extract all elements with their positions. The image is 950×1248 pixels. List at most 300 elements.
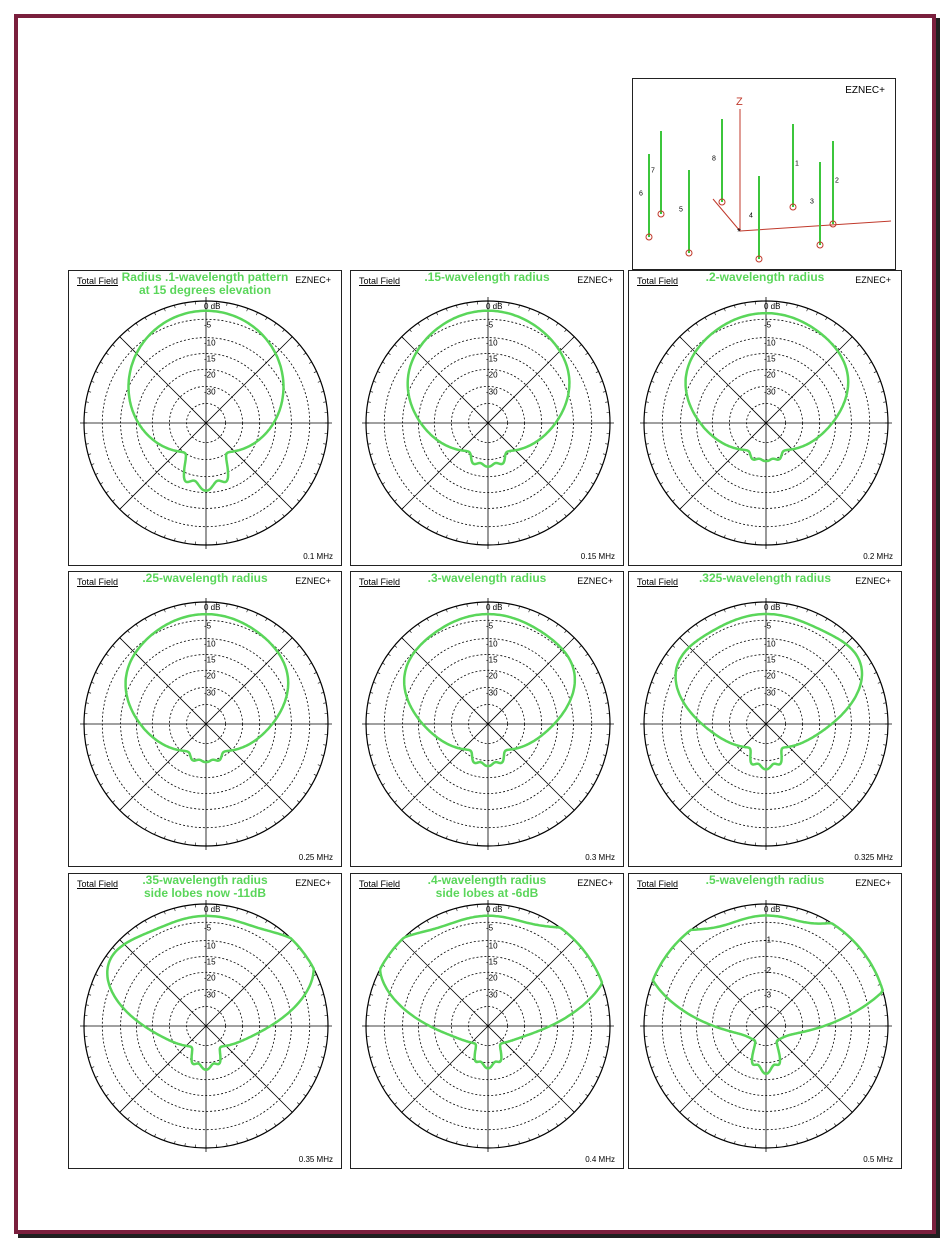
- ring-tick: [145, 618, 147, 621]
- ring-tick: [673, 646, 675, 648]
- ring-tick: [591, 1086, 594, 1088]
- db-scale-label: 0 dB: [764, 603, 781, 612]
- db-scale-label: -20: [204, 671, 216, 681]
- ring-tick: [377, 774, 380, 775]
- ring-tick: [850, 507, 852, 509]
- caption-line: .4-wavelength radius: [427, 873, 547, 887]
- ring-tick: [290, 507, 292, 509]
- element-number: 8: [712, 155, 716, 163]
- ring-tick: [591, 483, 594, 485]
- db-scale-label: 0 dB: [486, 905, 503, 914]
- ring-tick: [564, 631, 566, 633]
- db-scale-label: -5: [486, 320, 494, 330]
- element-number: 7: [651, 167, 655, 175]
- ring-tick: [297, 1102, 299, 1104]
- db-scale-label: -10: [486, 941, 498, 951]
- ring-tick: [395, 345, 397, 347]
- ring-tick: [869, 362, 872, 364]
- ring-tick: [688, 514, 690, 516]
- element-number: 5: [679, 206, 683, 214]
- ring-tick: [874, 1076, 877, 1077]
- ring-tick: [100, 784, 103, 786]
- ring-tick: [874, 473, 877, 474]
- ring-tick: [548, 317, 550, 320]
- ring-tick: [842, 514, 844, 516]
- ring-tick: [395, 800, 397, 802]
- ring-tick: [95, 974, 98, 975]
- ring-tick: [145, 920, 147, 923]
- ring-tick: [666, 1094, 668, 1096]
- db-scale-label: -30: [204, 990, 216, 1000]
- db-scale-label: -5: [486, 923, 494, 933]
- ring-tick: [388, 792, 390, 794]
- db-scale-label: -5: [204, 923, 212, 933]
- frequency-label: 0.4 MHz: [585, 1155, 615, 1164]
- db-scale-label: -5: [764, 320, 772, 330]
- geometry-brand: EZNEC+: [845, 85, 885, 96]
- ring-tick: [282, 815, 284, 817]
- ring-tick: [548, 920, 550, 923]
- ring-tick: [145, 526, 147, 529]
- ring-tick: [154, 613, 155, 616]
- ring-tick: [579, 646, 581, 648]
- ring-tick: [377, 1076, 380, 1077]
- origin-mark: *: [737, 227, 741, 238]
- db-scale-label: -15: [204, 655, 216, 665]
- plot-caption: [109, 572, 301, 585]
- ring-tick: [128, 1117, 130, 1119]
- db-scale-label: -20: [204, 973, 216, 983]
- frequency-label: 0.2 MHz: [863, 552, 893, 561]
- ring-tick: [572, 337, 574, 339]
- ring-tick: [591, 362, 594, 364]
- ring-tick: [136, 624, 138, 626]
- ring-tick: [274, 323, 276, 325]
- ring-tick: [548, 827, 550, 830]
- ring-tick: [136, 926, 138, 928]
- ring-tick: [128, 933, 130, 935]
- ring-tick: [266, 1129, 268, 1132]
- ring-tick: [869, 663, 872, 665]
- ring-tick: [842, 631, 844, 633]
- ring-tick: [673, 800, 675, 802]
- ring-tick: [436, 531, 437, 534]
- z-axis-label: Z: [736, 96, 743, 108]
- ring-tick: [128, 514, 130, 516]
- ring-tick: [688, 330, 690, 332]
- ring-tick: [660, 483, 663, 485]
- caption-line: side lobes at -6dB: [435, 886, 539, 900]
- ring-tick: [826, 1129, 828, 1132]
- ring-tick: [705, 526, 707, 529]
- ring-tick: [842, 815, 844, 817]
- db-scale-label: -10: [204, 941, 216, 951]
- db-scale-label: -10: [764, 338, 776, 348]
- ring-tick: [850, 638, 852, 640]
- ring-tick: [564, 514, 566, 516]
- ring-tick: [714, 613, 715, 616]
- ring-tick: [120, 507, 122, 509]
- ring-tick: [266, 618, 268, 621]
- caption-line: Radius .1-wavelength pattern: [121, 270, 289, 284]
- ring-tick: [303, 792, 305, 794]
- ring-tick: [256, 531, 257, 534]
- ring-tick: [826, 827, 828, 830]
- caption-line: .3-wavelength radius: [427, 571, 547, 585]
- polar-chart: [629, 271, 901, 565]
- ring-tick: [696, 520, 698, 522]
- ring-tick: [113, 646, 115, 648]
- polar-plot-panel: [628, 571, 902, 867]
- ring-tick: [95, 774, 98, 775]
- ring-tick: [297, 646, 299, 648]
- ring-tick: [100, 965, 103, 967]
- ring-tick: [696, 926, 698, 928]
- ring-tick: [282, 1117, 284, 1119]
- ring-tick: [863, 792, 865, 794]
- ring-tick: [564, 815, 566, 817]
- eznec-brand: EZNEC+: [577, 275, 613, 285]
- ring-tick: [834, 520, 836, 522]
- ring-tick: [538, 915, 539, 918]
- total-field-label: Total Field: [637, 577, 679, 587]
- eznec-brand: EZNEC+: [855, 576, 891, 586]
- db-scale-label: -20: [486, 973, 498, 983]
- ring-tick: [564, 330, 566, 332]
- ring-tick: [863, 654, 865, 656]
- ring-tick: [869, 483, 872, 485]
- eznec-brand: EZNEC+: [577, 878, 613, 888]
- ring-tick: [266, 920, 268, 923]
- ring-tick: [655, 371, 658, 372]
- db-scale-label: 0 dB: [764, 302, 781, 311]
- caption-line: .25-wavelength radius: [142, 571, 268, 585]
- plot-caption: [109, 271, 301, 297]
- polar-chart: [69, 572, 341, 866]
- ring-tick: [145, 827, 147, 830]
- ring-tick: [816, 1134, 817, 1137]
- db-scale-label: -15: [204, 957, 216, 967]
- ring-tick: [314, 371, 317, 372]
- ring-tick: [314, 774, 317, 775]
- frequency-label: 0.3 MHz: [585, 853, 615, 862]
- db-scale-label: -15: [486, 354, 498, 364]
- ring-tick: [120, 1110, 122, 1112]
- ring-tick: [274, 926, 276, 928]
- ring-tick: [402, 638, 404, 640]
- ring-tick: [564, 1117, 566, 1119]
- ring-tick: [106, 491, 108, 493]
- db-scale-label: -30: [204, 688, 216, 698]
- ring-tick: [427, 526, 429, 529]
- ring-tick: [591, 784, 594, 786]
- caption-line: .15-wavelength radius: [424, 270, 550, 284]
- ring-tick: [816, 915, 817, 918]
- element-number: 4: [749, 212, 753, 220]
- ring-tick: [410, 330, 412, 332]
- ring-tick: [136, 520, 138, 522]
- total-field-label: Total Field: [77, 879, 119, 889]
- ring-tick: [688, 815, 690, 817]
- ring-tick: [850, 337, 852, 339]
- caption-line: .5-wavelength radius: [705, 873, 825, 887]
- ring-tick: [382, 1086, 385, 1088]
- ring-tick: [388, 491, 390, 493]
- plot-caption: [669, 271, 861, 284]
- ring-tick: [154, 832, 155, 835]
- ring-tick: [834, 624, 836, 626]
- ring-tick: [816, 832, 817, 835]
- ring-tick: [402, 1110, 404, 1112]
- element-number: 2: [835, 177, 839, 185]
- ring-tick: [95, 371, 98, 372]
- ring-tick: [309, 663, 312, 665]
- ring-tick: [106, 1094, 108, 1096]
- ring-tick: [113, 1102, 115, 1104]
- db-scale-label: -1: [764, 935, 772, 945]
- ring-tick: [256, 832, 257, 835]
- ring-tick: [816, 531, 817, 534]
- caption-line: side lobes now -11dB: [143, 886, 267, 900]
- db-scale-label: -30: [486, 990, 498, 1000]
- ring-tick: [680, 507, 682, 509]
- ring-tick: [863, 1094, 865, 1096]
- ring-tick: [538, 312, 539, 315]
- ring-tick: [834, 323, 836, 325]
- ring-tick: [256, 1134, 257, 1137]
- total-field-label: Total Field: [637, 879, 679, 889]
- db-scale-label: 0 dB: [204, 905, 221, 914]
- ring-tick: [666, 792, 668, 794]
- ring-tick: [869, 784, 872, 786]
- ring-tick: [666, 353, 668, 355]
- db-scale-label: 0 dB: [764, 905, 781, 914]
- polar-plot-panel: [628, 270, 902, 566]
- ring-tick: [585, 1094, 587, 1096]
- ring-tick: [538, 531, 539, 534]
- plot-caption: [391, 271, 583, 284]
- ring-tick: [826, 317, 828, 320]
- ring-tick: [388, 654, 390, 656]
- ring-tick: [660, 663, 663, 665]
- plot-caption: [391, 572, 583, 585]
- ring-tick: [382, 362, 385, 364]
- ring-tick: [427, 1129, 429, 1132]
- ring-tick: [655, 672, 658, 673]
- db-scale-label: -5: [204, 621, 212, 631]
- ring-tick: [572, 808, 574, 810]
- frequency-label: 0.5 MHz: [863, 1155, 893, 1164]
- ring-tick: [696, 323, 698, 325]
- caption-line: .35-wavelength radius: [142, 873, 268, 887]
- ring-tick: [857, 1102, 859, 1104]
- ring-tick: [120, 638, 122, 640]
- db-scale-label: -30: [764, 688, 776, 698]
- ring-tick: [95, 1076, 98, 1077]
- ring-tick: [282, 514, 284, 516]
- frequency-label: 0.15 MHz: [580, 552, 615, 561]
- ring-tick: [402, 507, 404, 509]
- ring-tick: [705, 920, 707, 923]
- eznec-brand: EZNEC+: [295, 576, 331, 586]
- ring-tick: [309, 1086, 312, 1088]
- polar-plot-panel: [350, 873, 624, 1169]
- ring-tick: [436, 832, 437, 835]
- ring-tick: [314, 473, 317, 474]
- ring-tick: [572, 1110, 574, 1112]
- polar-plot-panel: [628, 873, 902, 1169]
- ring-tick: [673, 499, 675, 501]
- ring-tick: [274, 624, 276, 626]
- db-scale-label: 0 dB: [204, 603, 221, 612]
- ring-tick: [579, 800, 581, 802]
- ring-tick: [136, 1123, 138, 1125]
- ring-tick: [850, 808, 852, 810]
- ring-tick: [136, 323, 138, 325]
- ring-tick: [95, 473, 98, 474]
- ring-tick: [572, 638, 574, 640]
- db-scale-label: -20: [486, 671, 498, 681]
- caption-line: .325-wavelength radius: [698, 571, 832, 585]
- ring-tick: [874, 774, 877, 775]
- ring-tick: [660, 362, 663, 364]
- ring-tick: [145, 317, 147, 320]
- ring-tick: [120, 940, 122, 942]
- ring-tick: [106, 956, 108, 958]
- ring-tick: [95, 672, 98, 673]
- ring-tick: [113, 948, 115, 950]
- total-field-label: Total Field: [77, 577, 119, 587]
- ring-tick: [410, 514, 412, 516]
- ring-tick: [303, 654, 305, 656]
- db-scale-label: -15: [486, 957, 498, 967]
- ring-tick: [402, 337, 404, 339]
- db-scale-label: -3: [764, 990, 772, 1000]
- polar-chart: [629, 874, 901, 1168]
- db-scale-label: -30: [486, 688, 498, 698]
- db-scale-label: -20: [204, 370, 216, 380]
- ring-tick: [705, 317, 707, 320]
- ring-tick: [410, 815, 412, 817]
- eznec-brand: EZNEC+: [295, 878, 331, 888]
- plot-caption: [109, 874, 301, 900]
- ring-tick: [666, 491, 668, 493]
- ring-tick: [100, 362, 103, 364]
- ring-tick: [591, 663, 594, 665]
- db-scale-label: -10: [764, 639, 776, 649]
- ring-tick: [680, 1110, 682, 1112]
- polar-chart: [351, 874, 623, 1168]
- ring-tick: [128, 330, 130, 332]
- ring-tick: [314, 1076, 317, 1077]
- ring-tick: [538, 1134, 539, 1137]
- ring-tick: [660, 784, 663, 786]
- db-scale-label: 0 dB: [486, 603, 503, 612]
- db-scale-label: -2: [764, 966, 772, 975]
- ring-tick: [395, 499, 397, 501]
- ring-tick: [680, 808, 682, 810]
- ring-tick: [154, 1134, 155, 1137]
- ring-tick: [256, 613, 257, 616]
- ring-tick: [436, 1134, 437, 1137]
- ring-tick: [418, 624, 420, 626]
- ring-tick: [388, 353, 390, 355]
- ring-tick: [388, 1094, 390, 1096]
- polar-chart: [69, 874, 341, 1168]
- eznec-brand: EZNEC+: [577, 576, 613, 586]
- db-scale-label: -5: [204, 320, 212, 330]
- plot-caption: [391, 874, 583, 900]
- ring-tick: [834, 821, 836, 823]
- frequency-label: 0.325 MHz: [854, 853, 893, 862]
- db-scale-label: -10: [204, 338, 216, 348]
- ring-tick: [585, 654, 587, 656]
- ring-tick: [660, 1086, 663, 1088]
- ring-tick: [274, 821, 276, 823]
- ring-tick: [113, 800, 115, 802]
- polar-plot-panel: [350, 270, 624, 566]
- ring-tick: [154, 531, 155, 534]
- ring-tick: [874, 371, 877, 372]
- ring-tick: [579, 499, 581, 501]
- db-scale-label: -20: [486, 370, 498, 380]
- ring-tick: [297, 345, 299, 347]
- ring-tick: [274, 1123, 276, 1125]
- ring-tick: [418, 323, 420, 325]
- ring-tick: [128, 815, 130, 817]
- ring-tick: [538, 832, 539, 835]
- ring-tick: [303, 353, 305, 355]
- ring-tick: [136, 821, 138, 823]
- ring-tick: [154, 915, 155, 918]
- frequency-label: 0.35 MHz: [298, 1155, 333, 1164]
- db-scale-label: -20: [764, 370, 776, 380]
- total-field-label: Total Field: [637, 276, 679, 286]
- ring-tick: [538, 613, 539, 616]
- ring-tick: [579, 1102, 581, 1104]
- ring-tick: [282, 631, 284, 633]
- ring-tick: [556, 520, 558, 522]
- ring-tick: [696, 1123, 698, 1125]
- polar-plot-panel: [68, 270, 342, 566]
- db-scale-label: -10: [486, 639, 498, 649]
- ring-tick: [410, 1117, 412, 1119]
- ring-tick: [826, 526, 828, 529]
- ring-tick: [290, 1110, 292, 1112]
- ring-tick: [585, 491, 587, 493]
- ring-tick: [290, 808, 292, 810]
- ring-tick: [113, 345, 115, 347]
- ring-tick: [869, 1086, 872, 1088]
- total-field-label: Total Field: [359, 276, 401, 286]
- ring-tick: [427, 317, 429, 320]
- ring-tick: [418, 520, 420, 522]
- ring-tick: [418, 926, 420, 928]
- ring-tick: [842, 330, 844, 332]
- ring-tick: [395, 646, 397, 648]
- x-axis: [740, 221, 891, 231]
- polar-chart: [629, 572, 901, 866]
- ring-tick: [714, 312, 715, 315]
- frequency-label: 0.25 MHz: [298, 853, 333, 862]
- ring-tick: [100, 1086, 103, 1088]
- ring-tick: [154, 312, 155, 315]
- polar-plot-panel: [68, 873, 342, 1169]
- antenna-geometry-view: [632, 78, 896, 270]
- db-scale-label: 0 dB: [486, 302, 503, 311]
- ring-tick: [548, 1129, 550, 1132]
- polar-plot-panel: [350, 571, 624, 867]
